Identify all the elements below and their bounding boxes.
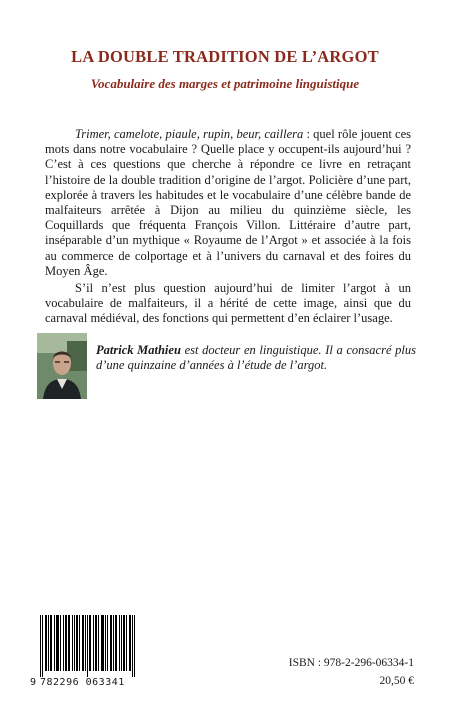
author-name: Patrick Mathieu	[96, 343, 181, 357]
summary-paragraph-1-text: : quel rôle jouent ces mots dans notre vocabulaire ? Quelle place y occupent-ils aujourd’hui ? C’est à ces questions que cherche à répondre ce livre en retraçant l’histoire de la double tradition d’origine de l’argot. Policière d’une part, explorée à travers les habitudes et le vocabulaire d’une célèbre bande de malfaiteurs arrêtée à Dijon au milieu du quinzième siècle, les Coquillards que fréquenta François Villon. Littéraire d’autre part, inséparable d’un mythique « Royaume de l’Argot » et associée à la fois au commerce de colportage et à l’univers du carnaval et des foires du Moyen Âge.	[45, 127, 411, 278]
barcode-icon	[40, 615, 135, 677]
summary-paragraph-1	[45, 127, 411, 279]
book-title: LA DOUBLE TRADITION DE L’ARGOT	[71, 47, 379, 66]
author-bio	[96, 343, 416, 374]
author-photo	[37, 333, 87, 399]
isbn-number: ISBN : 978-2-296-06334-1	[288, 657, 414, 669]
barcode-digits: 782296 063341	[40, 677, 125, 688]
barcode	[30, 615, 140, 695]
argot-words: Trimer, camelote, piaule, rupin, beur, caillera	[75, 127, 304, 141]
barcode-first-digit: 9	[30, 677, 37, 688]
price: 20,50 €	[379, 675, 414, 687]
back-cover-summary	[45, 127, 411, 327]
author-portrait-icon	[37, 333, 87, 399]
author-description: est docteur en linguistique. Il a consacré plus d’une quinzaine d’années à l’étude de l’argot.	[96, 343, 416, 373]
summary-paragraph-2: S’il n’est plus question aujourd’hui de limiter l’argot à un vocabulaire de malfaiteurs, il a hérité de cette image, ainsi que du carnaval médiéval, des fonctions qui permettent d’en éclairer l’usage.	[45, 281, 411, 326]
book-subtitle: Vocabulaire des marges et patrimoine linguistique	[90, 76, 360, 91]
